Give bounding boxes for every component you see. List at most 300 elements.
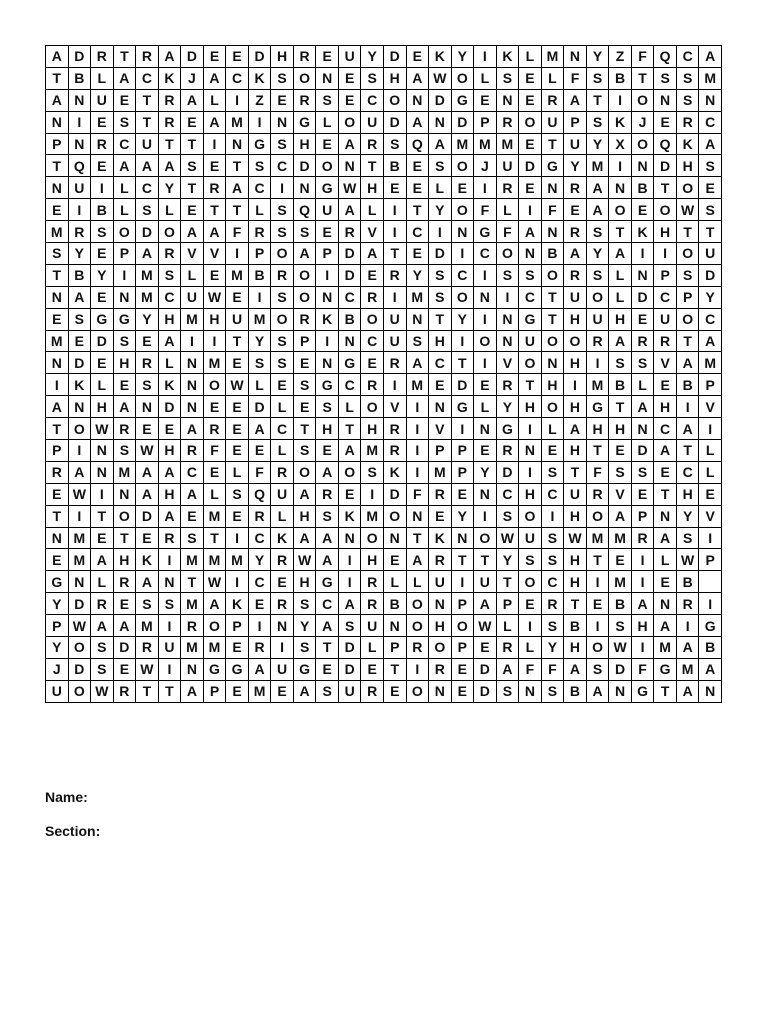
grid-cell: O xyxy=(293,67,316,89)
grid-cell: H xyxy=(91,396,114,418)
grid-cell: L xyxy=(699,461,722,483)
grid-cell: D xyxy=(631,286,654,308)
grid-cell: L xyxy=(91,571,114,593)
grid-cell: E xyxy=(226,418,249,440)
grid-cell: T xyxy=(586,440,609,462)
grid-cell: E xyxy=(113,658,136,680)
grid-cell: T xyxy=(203,527,226,549)
grid-cell: S xyxy=(406,330,429,352)
grid-cell: R xyxy=(91,593,114,615)
grid-cell: T xyxy=(541,286,564,308)
grid-cell: M xyxy=(136,286,159,308)
grid-cell: S xyxy=(271,330,294,352)
grid-cell: D xyxy=(609,658,632,680)
grid-cell: S xyxy=(68,308,91,330)
grid-cell: N xyxy=(699,89,722,111)
grid-cell: U xyxy=(564,483,587,505)
grid-cell: O xyxy=(609,199,632,221)
grid-cell: T xyxy=(519,374,542,396)
grid-cell: R xyxy=(496,177,519,199)
grid-row xyxy=(46,571,722,593)
grid-cell: I xyxy=(519,199,542,221)
grid-cell: R xyxy=(113,418,136,440)
grid-cell: L xyxy=(226,461,249,483)
grid-cell: N xyxy=(158,571,181,593)
grid-cell: O xyxy=(519,352,542,374)
grid-cell: R xyxy=(293,308,316,330)
grid-cell: J xyxy=(474,155,497,177)
grid-cell: A xyxy=(203,111,226,133)
grid-cell: A xyxy=(113,615,136,637)
grid-cell: Y xyxy=(451,308,474,330)
grid-cell: B xyxy=(383,593,406,615)
grid-cell: J xyxy=(181,67,204,89)
grid-cell: C xyxy=(496,483,519,505)
grid-cell: A xyxy=(46,396,69,418)
grid-cell: F xyxy=(586,461,609,483)
grid-cell: Y xyxy=(46,637,69,659)
grid-cell: M xyxy=(181,308,204,330)
grid-cell: M xyxy=(113,461,136,483)
grid-cell: I xyxy=(226,527,249,549)
grid-cell: M xyxy=(136,615,159,637)
grid-row xyxy=(46,155,722,177)
grid-cell: N xyxy=(654,89,677,111)
grid-cell: B xyxy=(676,571,699,593)
grid-cell: L xyxy=(519,46,542,68)
grid-cell: D xyxy=(68,593,91,615)
grid-cell: E xyxy=(474,440,497,462)
grid-cell: A xyxy=(519,221,542,243)
grid-cell: Q xyxy=(68,155,91,177)
grid-cell: R xyxy=(586,330,609,352)
grid-cell: I xyxy=(451,243,474,265)
grid-cell: N xyxy=(519,680,542,702)
grid-cell: P xyxy=(383,637,406,659)
grid-cell: O xyxy=(68,418,91,440)
grid-cell: L xyxy=(406,571,429,593)
grid-cell: I xyxy=(586,352,609,374)
grid-cell: L xyxy=(181,264,204,286)
grid-cell: Y xyxy=(429,199,452,221)
grid-cell: O xyxy=(293,461,316,483)
grid-cell: C xyxy=(541,571,564,593)
grid-cell: T xyxy=(541,133,564,155)
grid-cell: A xyxy=(293,483,316,505)
grid-cell: D xyxy=(68,658,91,680)
grid-cell: A xyxy=(609,330,632,352)
grid-cell: A xyxy=(676,637,699,659)
grid-cell: R xyxy=(631,330,654,352)
grid-cell: N xyxy=(293,177,316,199)
grid-cell: R xyxy=(113,680,136,702)
grid-cell: C xyxy=(271,418,294,440)
grid-cell: G xyxy=(474,221,497,243)
grid-cell: D xyxy=(631,440,654,462)
grid-cell: R xyxy=(338,221,361,243)
grid-cell: N xyxy=(496,308,519,330)
grid-cell: O xyxy=(631,89,654,111)
grid-cell: N xyxy=(91,440,114,462)
grid-cell: S xyxy=(316,396,339,418)
grid-cell: C xyxy=(519,286,542,308)
grid-cell: E xyxy=(316,133,339,155)
grid-cell: A xyxy=(654,615,677,637)
grid-cell: O xyxy=(474,330,497,352)
grid-cell: A xyxy=(699,330,722,352)
grid-cell: O xyxy=(631,133,654,155)
grid-cell: A xyxy=(586,680,609,702)
grid-cell: U xyxy=(226,308,249,330)
grid-cell: A xyxy=(406,549,429,571)
grid-cell: T xyxy=(676,330,699,352)
grid-cell: N xyxy=(474,483,497,505)
grid-cell: O xyxy=(113,505,136,527)
grid-cell: D xyxy=(474,680,497,702)
grid-row xyxy=(46,374,722,396)
grid-cell: H xyxy=(361,418,384,440)
grid-cell: R xyxy=(68,221,91,243)
grid-cell: O xyxy=(429,637,452,659)
grid-cell: M xyxy=(699,67,722,89)
grid-cell: E xyxy=(136,330,159,352)
grid-cell: A xyxy=(609,243,632,265)
grid-cell: D xyxy=(338,264,361,286)
grid-cell: S xyxy=(541,527,564,549)
grid-cell: M xyxy=(203,637,226,659)
grid-cell: H xyxy=(429,330,452,352)
grid-cell: Y xyxy=(586,243,609,265)
grid-cell: D xyxy=(158,396,181,418)
grid-cell: B xyxy=(68,264,91,286)
grid-cell: O xyxy=(519,505,542,527)
grid-cell: M xyxy=(676,658,699,680)
grid-cell: I xyxy=(248,286,271,308)
grid-cell: A xyxy=(586,199,609,221)
grid-cell: C xyxy=(699,111,722,133)
grid-cell: O xyxy=(586,637,609,659)
grid-cell: Q xyxy=(654,46,677,68)
grid-cell: A xyxy=(91,615,114,637)
grid-cell: D xyxy=(181,46,204,68)
grid-cell: D xyxy=(451,374,474,396)
grid-row xyxy=(46,396,722,418)
grid-cell: A xyxy=(181,483,204,505)
grid-cell: U xyxy=(361,615,384,637)
grid-cell: G xyxy=(316,571,339,593)
grid-cell: K xyxy=(248,67,271,89)
grid-cell: R xyxy=(316,483,339,505)
grid-cell: Y xyxy=(451,505,474,527)
grid-cell: E xyxy=(293,396,316,418)
grid-cell: I xyxy=(316,264,339,286)
grid-cell: D xyxy=(338,658,361,680)
grid-cell: K xyxy=(496,46,519,68)
grid-cell: A xyxy=(654,527,677,549)
grid-cell: V xyxy=(654,352,677,374)
grid-cell: N xyxy=(316,352,339,374)
grid-cell: T xyxy=(203,199,226,221)
grid-cell: E xyxy=(631,483,654,505)
grid-cell: O xyxy=(451,286,474,308)
grid-cell: P xyxy=(451,461,474,483)
grid-cell: R xyxy=(271,593,294,615)
grid-cell: N xyxy=(181,352,204,374)
grid-cell: O xyxy=(676,177,699,199)
grid-cell: R xyxy=(181,440,204,462)
grid-cell: I xyxy=(406,440,429,462)
grid-cell: N xyxy=(609,680,632,702)
grid-cell: S xyxy=(361,461,384,483)
grid-cell: R xyxy=(564,177,587,199)
grid-cell: P xyxy=(474,111,497,133)
grid-cell: R xyxy=(361,593,384,615)
grid-cell: N xyxy=(316,286,339,308)
grid-cell: V xyxy=(496,352,519,374)
grid-cell: E xyxy=(316,440,339,462)
grid-cell: E xyxy=(699,177,722,199)
grid-cell: M xyxy=(586,374,609,396)
grid-cell: U xyxy=(474,571,497,593)
grid-cell: I xyxy=(338,549,361,571)
grid-cell: F xyxy=(474,199,497,221)
grid-cell: A xyxy=(181,680,204,702)
grid-cell: O xyxy=(113,221,136,243)
grid-cell: T xyxy=(676,440,699,462)
grid-cell: I xyxy=(68,440,91,462)
grid-cell: D xyxy=(383,483,406,505)
grid-cell: S xyxy=(676,264,699,286)
grid-cell: S xyxy=(429,155,452,177)
grid-cell: T xyxy=(46,505,69,527)
grid-cell: H xyxy=(361,177,384,199)
grid-cell: C xyxy=(474,243,497,265)
grid-cell: E xyxy=(474,89,497,111)
grid-cell: S xyxy=(496,264,519,286)
grid-cell: N xyxy=(316,67,339,89)
grid-cell: R xyxy=(676,593,699,615)
grid-cell: H xyxy=(519,396,542,418)
grid-cell: M xyxy=(203,549,226,571)
grid-cell: A xyxy=(338,440,361,462)
grid-cell: E xyxy=(203,46,226,68)
grid-cell: E xyxy=(338,67,361,89)
grid-cell: S xyxy=(226,483,249,505)
grid-cell: A xyxy=(293,680,316,702)
grid-cell: R xyxy=(181,615,204,637)
grid-cell: Q xyxy=(248,483,271,505)
grid-cell: I xyxy=(406,461,429,483)
grid-cell: R xyxy=(676,111,699,133)
grid-cell: N xyxy=(406,505,429,527)
grid-cell: L xyxy=(654,549,677,571)
grid-cell: B xyxy=(68,67,91,89)
grid-cell: S xyxy=(541,461,564,483)
grid-cell: T xyxy=(181,133,204,155)
grid-cell: E xyxy=(316,658,339,680)
grid-cell: P xyxy=(451,593,474,615)
grid-cell: U xyxy=(68,177,91,199)
grid-cell: O xyxy=(361,308,384,330)
grid-cell: G xyxy=(113,308,136,330)
grid-cell: S xyxy=(338,615,361,637)
grid-cell: L xyxy=(203,483,226,505)
grid-row xyxy=(46,286,722,308)
grid-cell: B xyxy=(609,593,632,615)
grid-cell: E xyxy=(91,111,114,133)
grid-cell: U xyxy=(496,155,519,177)
grid-row xyxy=(46,264,722,286)
grid-cell: P xyxy=(113,243,136,265)
grid-cell: I xyxy=(226,89,249,111)
grid-cell: S xyxy=(158,593,181,615)
grid-cell: S xyxy=(361,67,384,89)
grid-cell: I xyxy=(271,637,294,659)
grid-cell: N xyxy=(496,330,519,352)
grid-cell: D xyxy=(429,243,452,265)
grid-row xyxy=(46,221,722,243)
grid-cell: D xyxy=(429,89,452,111)
grid-cell: X xyxy=(609,133,632,155)
grid-cell: M xyxy=(586,527,609,549)
grid-cell: I xyxy=(383,286,406,308)
grid-cell: I xyxy=(699,527,722,549)
grid-cell: E xyxy=(406,243,429,265)
grid-cell: W xyxy=(68,483,91,505)
grid-cell: D xyxy=(383,111,406,133)
grid-cell: E xyxy=(203,461,226,483)
grid-cell: P xyxy=(451,637,474,659)
grid-cell: E xyxy=(248,593,271,615)
grid-cell: T xyxy=(496,571,519,593)
grid-cell: I xyxy=(46,374,69,396)
grid-cell: D xyxy=(451,111,474,133)
grid-cell: R xyxy=(541,89,564,111)
grid-cell: I xyxy=(68,111,91,133)
grid-cell: M xyxy=(361,505,384,527)
grid-cell: T xyxy=(609,396,632,418)
grid-cell: E xyxy=(203,155,226,177)
grid-cell: F xyxy=(541,658,564,680)
grid-cell: S xyxy=(586,221,609,243)
grid-cell: N xyxy=(496,89,519,111)
grid-cell: S xyxy=(46,243,69,265)
grid-cell: R xyxy=(383,440,406,462)
grid-cell: O xyxy=(383,89,406,111)
grid-cell: B xyxy=(338,308,361,330)
grid-cell: W xyxy=(91,680,114,702)
grid-cell: S xyxy=(293,374,316,396)
grid-cell: C xyxy=(541,483,564,505)
grid-cell: P xyxy=(429,440,452,462)
grid-cell: C xyxy=(654,418,677,440)
grid-cell: N xyxy=(429,593,452,615)
grid-cell: R xyxy=(383,418,406,440)
grid-cell: W xyxy=(609,637,632,659)
grid-cell: S xyxy=(91,221,114,243)
grid-cell: U xyxy=(564,286,587,308)
grid-cell: K xyxy=(136,549,159,571)
grid-cell: I xyxy=(383,199,406,221)
grid-cell: H xyxy=(158,483,181,505)
grid-cell: O xyxy=(676,243,699,265)
grid-cell: F xyxy=(631,46,654,68)
grid-cell: C xyxy=(676,46,699,68)
grid-cell: A xyxy=(158,330,181,352)
grid-cell: E xyxy=(226,637,249,659)
grid-cell: D xyxy=(474,658,497,680)
grid-cell: E xyxy=(338,89,361,111)
grid-cell: G xyxy=(293,658,316,680)
grid-cell: O xyxy=(541,264,564,286)
grid-cell: H xyxy=(519,483,542,505)
grid-cell: E xyxy=(271,89,294,111)
grid-cell: I xyxy=(113,264,136,286)
grid-cell: I xyxy=(226,243,249,265)
grid-cell: I xyxy=(91,177,114,199)
grid-cell: U xyxy=(338,680,361,702)
grid-cell: E xyxy=(226,396,249,418)
grid-cell: O xyxy=(316,155,339,177)
grid-cell: L xyxy=(541,67,564,89)
grid-cell: L xyxy=(113,199,136,221)
grid-cell: O xyxy=(68,680,91,702)
grid-cell: A xyxy=(676,418,699,440)
grid-cell: I xyxy=(429,221,452,243)
grid-cell: F xyxy=(226,221,249,243)
grid-cell: H xyxy=(654,396,677,418)
grid-cell: A xyxy=(203,67,226,89)
grid-cell: U xyxy=(181,286,204,308)
grid-cell: M xyxy=(248,680,271,702)
grid-cell: N xyxy=(68,571,91,593)
grid-cell: I xyxy=(699,418,722,440)
grid-cell: A xyxy=(338,593,361,615)
grid-cell: I xyxy=(406,658,429,680)
grid-cell: S xyxy=(271,286,294,308)
grid-row xyxy=(46,133,722,155)
grid-cell: A xyxy=(586,177,609,199)
grid-cell: A xyxy=(699,133,722,155)
grid-cell: E xyxy=(429,505,452,527)
grid-cell: S xyxy=(248,155,271,177)
grid-cell: H xyxy=(564,505,587,527)
grid-cell: E xyxy=(271,571,294,593)
grid-cell: E xyxy=(564,199,587,221)
grid-cell: U xyxy=(316,199,339,221)
grid-cell: O xyxy=(406,680,429,702)
grid-cell: A xyxy=(406,352,429,374)
grid-cell: B xyxy=(564,680,587,702)
grid-cell: L xyxy=(158,352,181,374)
grid-cell: I xyxy=(609,89,632,111)
grid-cell: S xyxy=(293,637,316,659)
grid-cell: T xyxy=(406,199,429,221)
grid-cell: R xyxy=(496,111,519,133)
grid-cell: I xyxy=(226,571,249,593)
grid-cell: L xyxy=(113,177,136,199)
grid-cell: W xyxy=(338,177,361,199)
grid-cell: L xyxy=(541,418,564,440)
grid-cell: I xyxy=(158,658,181,680)
grid-cell: D xyxy=(68,352,91,374)
grid-cell: S xyxy=(676,89,699,111)
grid-cell: C xyxy=(248,527,271,549)
grid-cell: O xyxy=(158,221,181,243)
grid-cell: I xyxy=(383,221,406,243)
grid-cell: V xyxy=(203,243,226,265)
grid-cell: Y xyxy=(158,177,181,199)
